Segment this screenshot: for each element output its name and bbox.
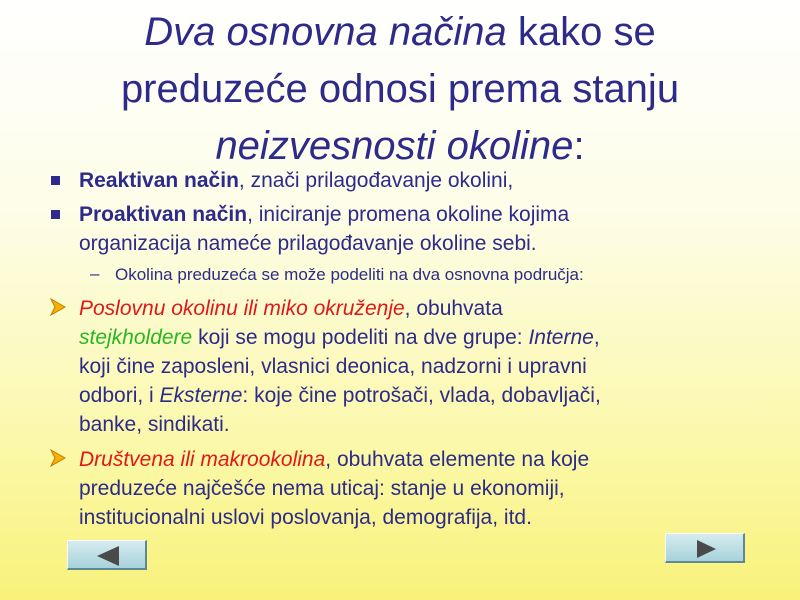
dash-bullet-icon: – xyxy=(90,264,100,283)
previous-slide-button[interactable] xyxy=(67,540,147,570)
sub-bullet-text: Okolina preduzeća se može podeliti na dva osnovna područja: xyxy=(115,265,584,284)
title-line-3: neizvesnosti okoline: xyxy=(215,124,585,168)
triangle-right-icon xyxy=(666,534,746,564)
slide-title xyxy=(20,4,780,175)
arrow-item-text: Poslovnu okolinu ili miko okruženje, obuhvata stejkholdere koji se mogu podeliti na dve grupe: Interne, koji čine zaposleni, vlasnici deonica, nadzorni i upravni odbori, i Eksterne: koje čine potrošači, vlada, dobavljači, banke, sindikati. xyxy=(79,297,601,436)
arrow-bullet-icon xyxy=(50,298,66,321)
next-slide-button[interactable] xyxy=(665,533,745,563)
triangle-left-icon xyxy=(68,541,148,571)
arrow-item-text: Društvena ili makrookolina, obuhvata elemente na koje preduzeće najčešće nema uticaj: stanje u ekonomiji, institucionalni uslovi poslovanja, demografija, itd. xyxy=(79,448,590,529)
bullet-text: Proaktivan način, iniciranje promena okoline kojima organizacija nameće prilagođavanje okoline sebi. xyxy=(79,203,570,255)
bullet-text: Reaktivan način, znači prilagođavanje okolini, xyxy=(79,169,514,192)
square-bullet-icon xyxy=(51,210,60,219)
square-bullet-icon xyxy=(51,176,60,185)
arrow-bullet-icon xyxy=(50,449,66,472)
title-line-1: Dva osnovna načina kako se xyxy=(144,10,656,54)
title-line-2: preduzeće odnosi prema stanju xyxy=(120,67,680,111)
